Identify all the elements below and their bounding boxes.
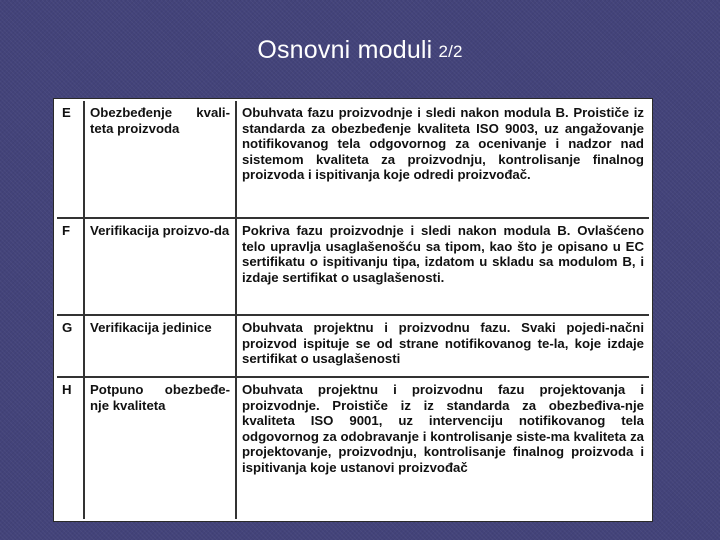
table-row-e <box>57 101 649 218</box>
module-letter: E <box>57 101 84 218</box>
slide-title <box>0 36 720 65</box>
module-description: Obuhvata projektnu i proizvodnu fazu projektovanja i proizvodnje. Proističe iz iz standarda za obezbeđiva-nje kvaliteta ISO 9001, uz intervenciju notifikovanog tela odgovornog za odobravanje i kontrolisanje siste-ma kvaliteta za projektovanje, proizvodnju, kontrolisanje finalnog proizvoda i ispitivanja koje ustanovi proizvođač <box>242 382 644 475</box>
table-row-h <box>57 377 649 519</box>
module-name: Verifikacija proizvo-da <box>84 218 236 315</box>
module-description: Obuhvata fazu proizvodnje i sledi nakon modula B. Proističe iz standarda za obezbeđenje kvaliteta ISO 9003, uz angažovanje notifikovanog tela odgovornog za ocenivanje i nadzor nad sistemom kvaliteta za proizvodnju, kontrolisanje finalnog proizvoda i ispitivanja koje odredi proizvođač. <box>236 101 649 218</box>
module-letter: F <box>57 218 84 315</box>
table-row-g <box>57 315 649 377</box>
module-name: Obezbeđenje kvali-teta proizvoda <box>84 101 236 218</box>
module-description: Pokriva fazu proizvodnje i sledi nakon modula B. Ovlašćeno telo upravlja usaglašenošću sa tipom, kao što je opisano u EC sertifikatu o ispitivanju tipa, izdatom u skladu sa modulom B, i izdaje sertifikat o usaglašenosti. <box>236 218 649 315</box>
modules-document <box>53 98 653 522</box>
slide-title-text: Osnovni moduli <box>257 36 433 64</box>
module-letter: G <box>57 315 84 377</box>
module-name: Verifikacija jedinice <box>84 315 236 377</box>
module-description: Obuhvata projektnu i proizvodnu fazu. Svaki pojedi-načni proizvod ispituje se od strane notifikovanog te-la, koje izdaje sertifikat o usaglašenosti <box>236 315 649 377</box>
table-row-f <box>57 218 649 315</box>
module-letter: H <box>57 377 84 519</box>
modules-table <box>57 101 649 519</box>
module-name: Potpuno obezbeđe-nje kvaliteta <box>84 377 236 519</box>
page-indicator: 2/2 <box>438 42 463 61</box>
